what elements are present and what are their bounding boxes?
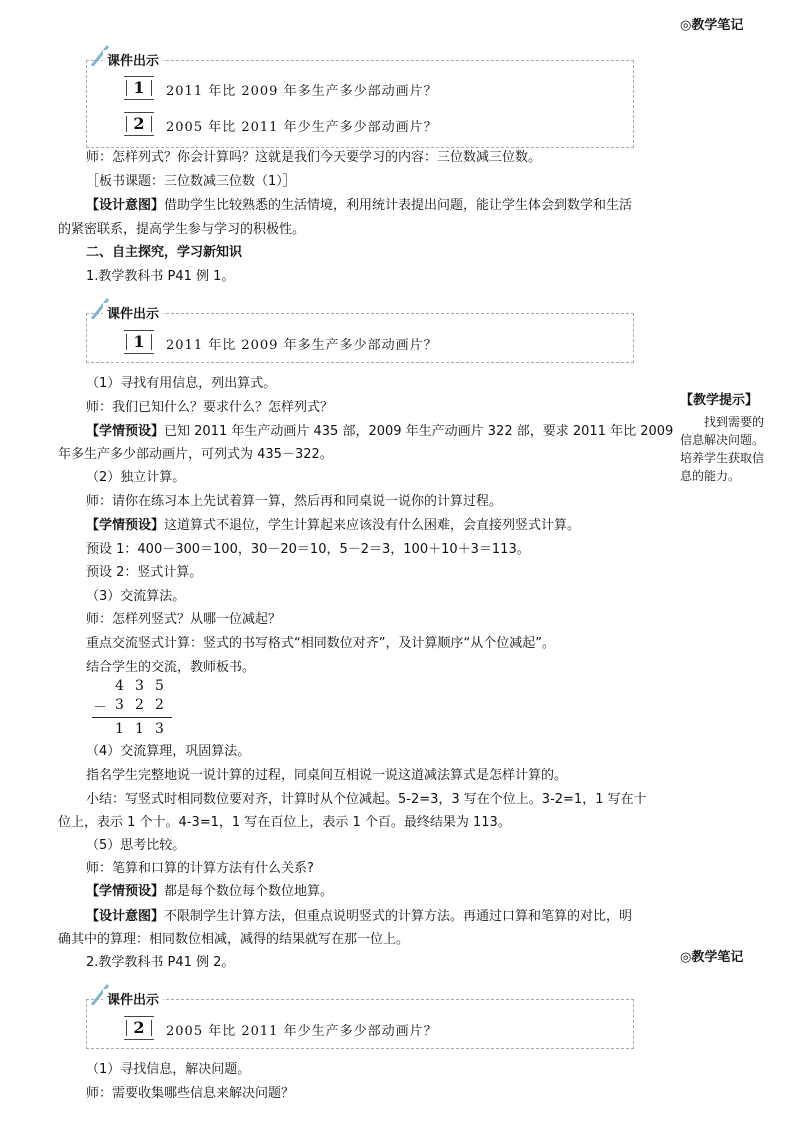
result-digit: 1: [135, 721, 144, 737]
question-text-2: 2005 年比 2011 年少生产多少部动画片？: [166, 120, 438, 135]
text-line: 小结：写竖式时相同数位要对齐，计算时从个位减起。5-2=3，3 写在个位上。3-2=1，1 写在十: [86, 792, 647, 807]
text-line: （1）寻找有用信息，列出算式。: [86, 376, 277, 391]
result-digit: 1: [115, 721, 124, 737]
text-line: 指名学生完整地说一说计算的过程，同桌间互相说一说这道减法算式是怎样计算的。: [86, 768, 568, 783]
tip-title: 【教学提示】: [680, 393, 759, 408]
text-line: 结合学生的交流，教师板书。: [86, 660, 256, 675]
text-line: （1）寻找信息，解决问题。: [86, 1062, 251, 1077]
text-line: （5）思考比较。: [86, 838, 186, 853]
minuend-digit: 3: [135, 678, 144, 694]
text-line: 1.教学教科书 P41 例 1。: [86, 269, 235, 284]
text-line: 师：怎样列竖式？从哪一位减起？: [86, 612, 282, 627]
slide-label-1: 课件出示: [103, 50, 163, 69]
text-line: 师：笔算和口算的计算方法有什么关系?: [86, 861, 314, 876]
tag: 【设计意图】: [86, 198, 165, 213]
question-number-2: 2: [124, 1016, 154, 1040]
minuend-digit: 4: [115, 678, 124, 694]
text-line: 这道算式不退位，学生计算起来应该没有什么困难，会直接列竖式计算。: [164, 518, 581, 533]
sum-line: [92, 717, 172, 718]
subtrahend-digit: 2: [135, 697, 144, 713]
text-line: （2）独立计算。: [86, 470, 186, 485]
text-line: 师：请你在练习本上先试着算一算，然后再和同桌说一说你的计算过程。: [86, 494, 503, 509]
text-line: 借助学生比较熟悉的生活情境，利用统计表提出问题，能让学生体会到数学和生活: [164, 198, 633, 213]
subtrahend-digit: 2: [155, 697, 164, 713]
notes-label-bottom: ◎教学笔记: [680, 950, 744, 965]
text-line: 师：我们已知什么？要求什么？怎样列式？: [86, 400, 334, 415]
text-line: 位上，表示 1 个十。4-3=1，1 写在百位上，表示 1 个百。最终结果为 113。: [58, 815, 511, 830]
question-number-1: 1: [124, 330, 154, 354]
tag: 【学情预设】: [86, 518, 165, 533]
tag: 【学情预设】: [86, 884, 165, 899]
text-line: 师：需要收集哪些信息来解决问题？: [86, 1086, 295, 1101]
text-line: 不限制学生计算方法，但重点说明竖式的计算方法。再通过口算和笔算的对比，明: [164, 909, 633, 924]
text-line: 已知 2011 年生产动画片 435 部，2009 年生产动画片 322 部，要求 2011 年比 2009: [164, 424, 674, 439]
minuend-digit: 5: [155, 678, 164, 694]
text-line: 师：怎样列式？你会计算吗？这就是我们今天要学习的内容：三位数减三位数。: [86, 150, 542, 165]
slide-label-3: 课件出示: [103, 989, 163, 1008]
text-line: 的紧密联系，提高学生参与学习的积极性。: [58, 222, 306, 237]
text-line: 重点交流竖式计算：竖式的书写格式“相同数位对齐”，及计算顺序“从个位减起”。: [86, 636, 555, 651]
minus-sign: －: [93, 700, 107, 716]
text-line: 2.教学教科书 P41 例 2。: [86, 955, 235, 970]
tip-body: 找到需要的信息解决问题。培养学生获取信息的能力。: [680, 415, 765, 483]
tag: 【学情预设】: [86, 424, 165, 439]
question-text-2: 2005 年比 2011 年少生产多少部动画片？: [166, 1024, 438, 1039]
question-text-1: 2011 年比 2009 年多生产多少部动画片？: [166, 338, 438, 353]
result-digit: 3: [155, 721, 164, 737]
section-heading: 二、自主探究，学习新知识: [86, 245, 243, 260]
question-number-1: 1: [124, 76, 154, 100]
text-line: 预设 2：竖式计算。: [86, 565, 203, 580]
text-line: 都是每个数位每个数位地算。: [164, 884, 334, 899]
notes-label-top: ◎教学笔记: [680, 18, 744, 33]
teaching-tip: [680, 392, 775, 485]
text-line: 预设 1：400－300＝100，30－20＝10，5－2＝3，100＋10＋3＝113。: [86, 542, 530, 557]
text-line: 确其中的算理：相同数位相减，减得的结果就写在那一位上。: [58, 932, 410, 947]
text-line: （4）交流算理，巩固算法。: [86, 744, 251, 759]
slide-label-2: 课件出示: [103, 303, 163, 322]
question-text-1: 2011 年比 2009 年多生产多少部动画片？: [166, 84, 438, 99]
tag: 【设计意图】: [86, 909, 165, 924]
text-line: ［板书课题：三位数减三位数（1）］: [86, 174, 296, 189]
text-line: 年多生产多少部动画片，可列式为 435－322。: [58, 447, 333, 462]
subtrahend-digit: 3: [115, 697, 124, 713]
question-number-2: 2: [124, 112, 154, 136]
text-line: （3）交流算法。: [86, 589, 186, 604]
